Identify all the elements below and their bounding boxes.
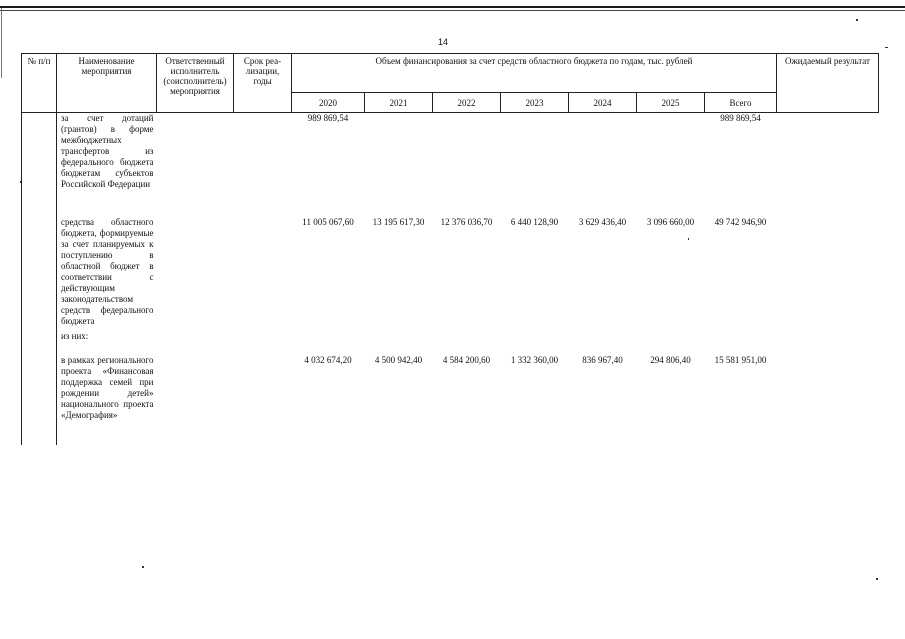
activity-name-cell: средства областного бюджета, формируемые за счет планируемых к поступлению в областной бюджет в соответствии с действующим законодательством средств федерального бюджета [61,217,154,326]
result-cell [777,217,879,331]
header-total: Всего [705,93,777,113]
total-cell: 989 869,54 [720,113,761,123]
term-cell [234,331,292,355]
header-year: 2023 [501,93,569,113]
result-cell [777,355,879,445]
page-number: 14 [438,37,449,47]
header-term: Срок реа-лизации, годы [234,54,292,113]
cell-number [22,331,57,355]
cell-number [22,113,57,218]
header-expected-result: Ожидаемый результат [777,54,879,113]
header-year: 2025 [637,93,705,113]
value-cell [569,113,637,218]
value-cell [433,113,501,218]
table-row [22,331,879,355]
table-row [22,113,879,218]
value-cell: 6 440 128,90 [510,217,559,227]
header-year: 2021 [365,93,433,113]
scan-edge-line [0,6,905,8]
value-cell: 4 500 942,40 [374,355,423,365]
table-row [22,355,879,445]
total-cell [705,331,777,355]
value-cell: 4 032 674,20 [304,355,352,365]
header-year: 2022 [433,93,501,113]
responsible-cell [157,331,234,355]
scan-edge-line [1,8,2,78]
value-cell: 836 967,40 [582,355,623,365]
scan-speck [856,19,858,21]
scan-speck [885,47,888,48]
header-responsible: Ответственный исполнитель (соисполнитель) мероприятия [157,54,234,113]
header-funding: Объем финансирования за счет средств областного бюджета по годам, тыс. рублей [292,54,777,93]
funding-table [21,53,879,445]
value-cell [501,113,569,218]
header-year: 2020 [292,93,365,113]
value-cell: 294 806,40 [650,355,691,365]
responsible-cell [157,217,234,331]
term-cell [234,217,292,331]
cell-number [22,217,57,331]
scan-speck [876,578,878,580]
total-cell: 15 581 951,00 [714,355,767,365]
cell-number [22,355,57,445]
value-cell [569,331,637,355]
total-cell: 49 742 946,90 [714,217,767,227]
result-cell [777,113,879,218]
value-cell: 11 005 067,60 [302,217,354,227]
activity-name-cell: из них: [61,331,89,341]
value-cell [365,113,433,218]
value-cell [292,331,365,355]
header-activity-name: Наименование мероприятия [57,54,157,113]
result-cell [777,331,879,355]
activity-name-cell: за счет дотаций (грантов) в форме межбюджетных трансфертов из федерального бюджета бюджетам субъектов Российской Федерации [61,113,154,189]
scan-speck [142,566,144,568]
header-number: № п/п [22,54,57,113]
activity-name-cell: в рамках регионального проекта «Финансовая поддержка семей при рождении детей» национального проекта «Демография» [61,355,154,420]
value-cell: 3 096 660,00 [646,217,695,227]
value-cell: 13 195 617,30 [372,217,425,227]
term-cell [234,113,292,218]
value-cell [433,331,501,355]
value-cell [501,331,569,355]
value-cell [637,331,705,355]
value-cell: 12 376 036,70 [440,217,493,227]
scan-edge-line [0,10,905,11]
header-year: 2024 [569,93,637,113]
value-cell: 989 869,54 [307,113,349,123]
responsible-cell [157,355,234,445]
table-row [22,217,879,331]
responsible-cell [157,113,234,218]
value-cell [365,331,433,355]
value-cell: 1 332 360,00 [510,355,559,365]
value-cell: 3 629 436,40 [578,217,627,227]
term-cell [234,355,292,445]
value-cell [637,113,705,218]
value-cell: 4 584 200,60 [442,355,491,365]
